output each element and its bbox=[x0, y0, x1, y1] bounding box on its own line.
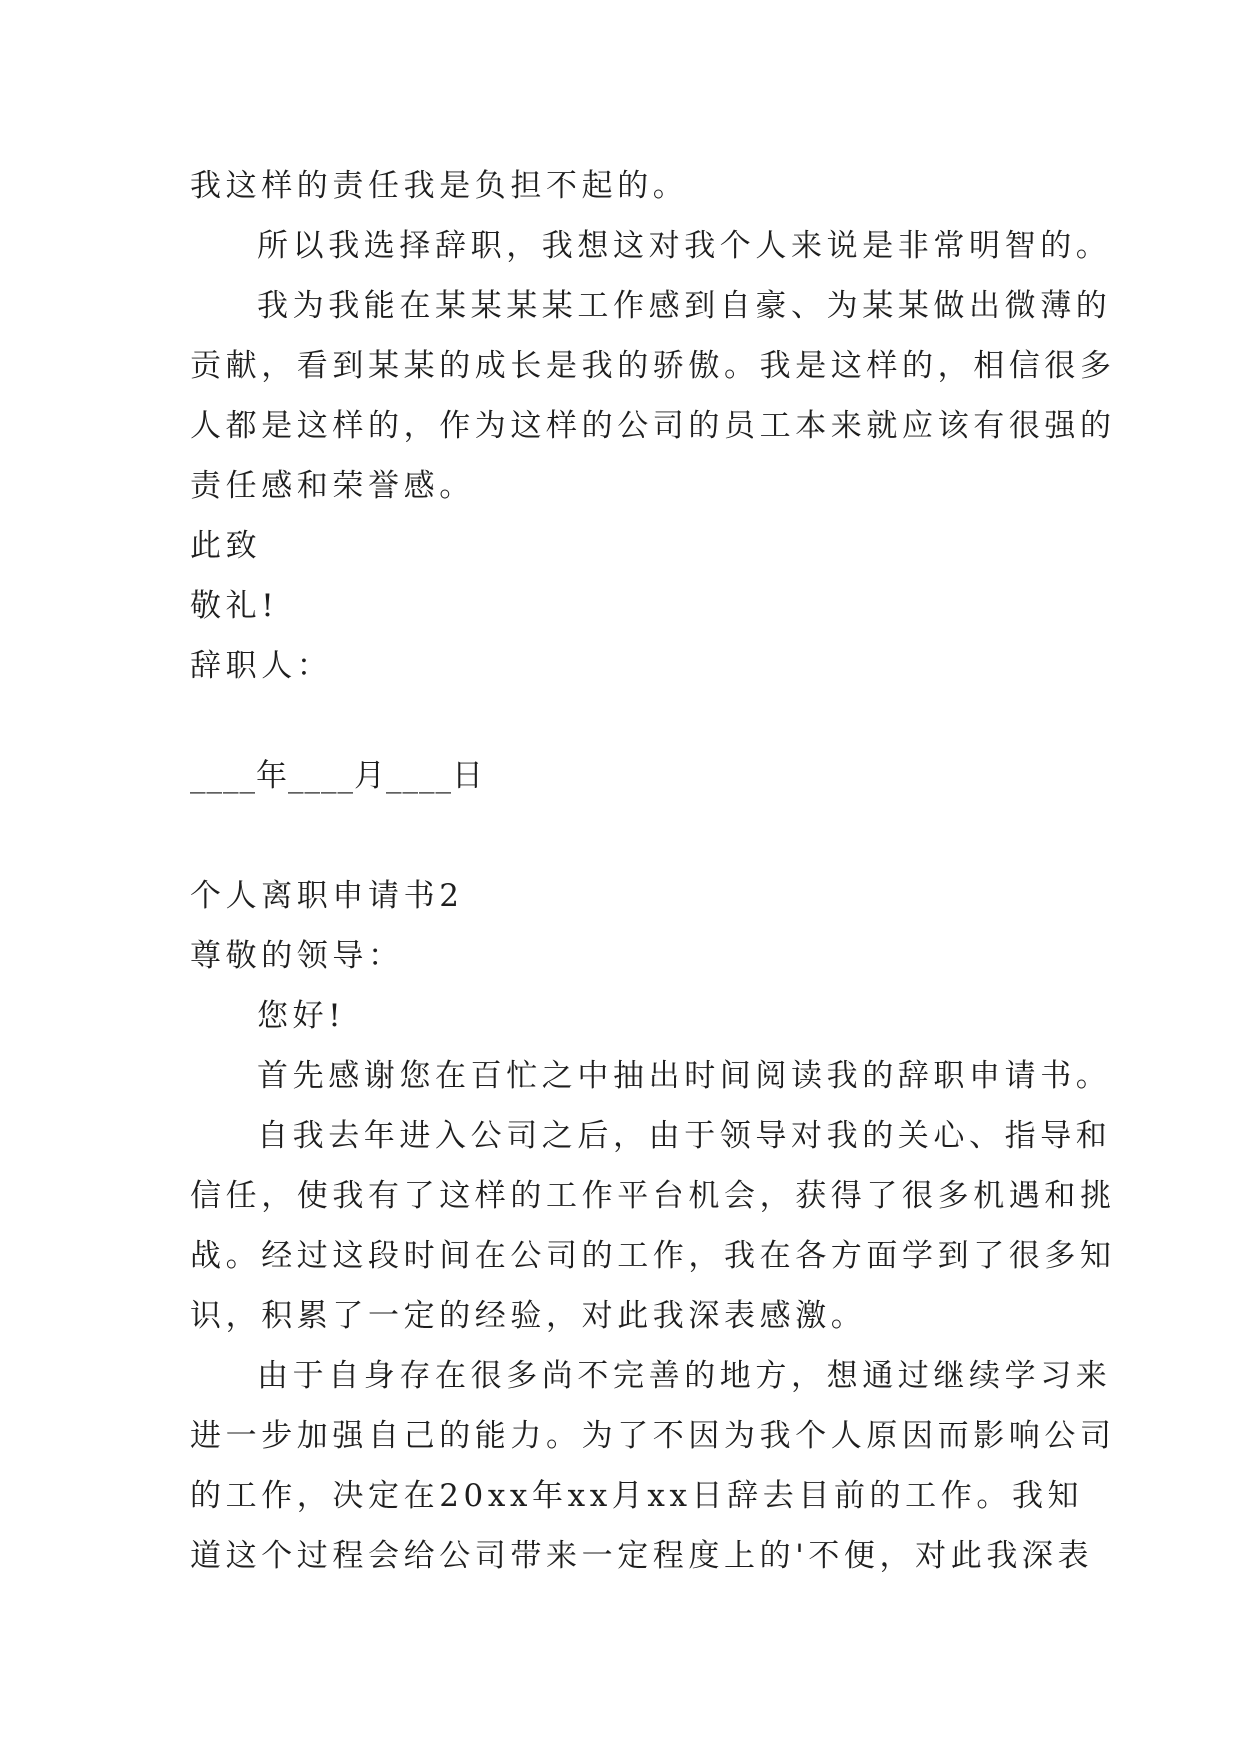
text-line: 信任，使我有了这样的工作平台机会，获得了很多机遇和挑 bbox=[190, 1178, 1116, 1214]
text-line: 的工作，决定在20xx年xx月xx日辞去目前的工作。我知 bbox=[190, 1478, 1084, 1514]
section-title: 个人离职申请书2 bbox=[190, 878, 464, 914]
paragraph-line: 首先感谢您在百忙之中抽出时间阅读我的辞职申请书。 bbox=[257, 1058, 1112, 1094]
text-line: 进一步加强自己的能力。为了不因为我个人原因而影响公司 bbox=[190, 1418, 1116, 1454]
paragraph-line: 我为我能在某某某某工作感到自豪、为某某做出微薄的 bbox=[257, 288, 1112, 324]
paragraph-line: 自我去年进入公司之后，由于领导对我的关心、指导和 bbox=[257, 1118, 1112, 1154]
text-line: 责任感和荣誉感。 bbox=[190, 468, 475, 504]
date-line: ____年____月____日 bbox=[190, 758, 484, 794]
text-line: 人都是这样的，作为这样的公司的员工本来就应该有很强的 bbox=[190, 408, 1116, 444]
closing-line: 此致 bbox=[190, 528, 262, 564]
text-line: 战。经过这段时间在公司的工作，我在各方面学到了很多知 bbox=[190, 1238, 1116, 1274]
paragraph-line: 所以我选择辞职，我想这对我个人来说是非常明智的。 bbox=[257, 228, 1112, 264]
greeting-line: 您好! bbox=[257, 998, 346, 1034]
text-line: 识，积累了一定的经验，对此我深表感激。 bbox=[190, 1298, 867, 1334]
text-line: 我这样的责任我是负担不起的。 bbox=[190, 168, 689, 204]
text-line: 道这个过程会给公司带来一定程度上的'不便，对此我深表 bbox=[190, 1538, 1094, 1574]
greeting-line: 尊敬的领导： bbox=[190, 938, 404, 974]
salutation-line: 敬礼! bbox=[190, 588, 279, 624]
signature-label: 辞职人： bbox=[190, 648, 333, 684]
text-line: 贡献，看到某某的成长是我的骄傲。我是这样的，相信很多 bbox=[190, 348, 1116, 384]
paragraph-line: 由于自身存在很多尚不完善的地方，想通过继续学习来 bbox=[257, 1358, 1112, 1394]
